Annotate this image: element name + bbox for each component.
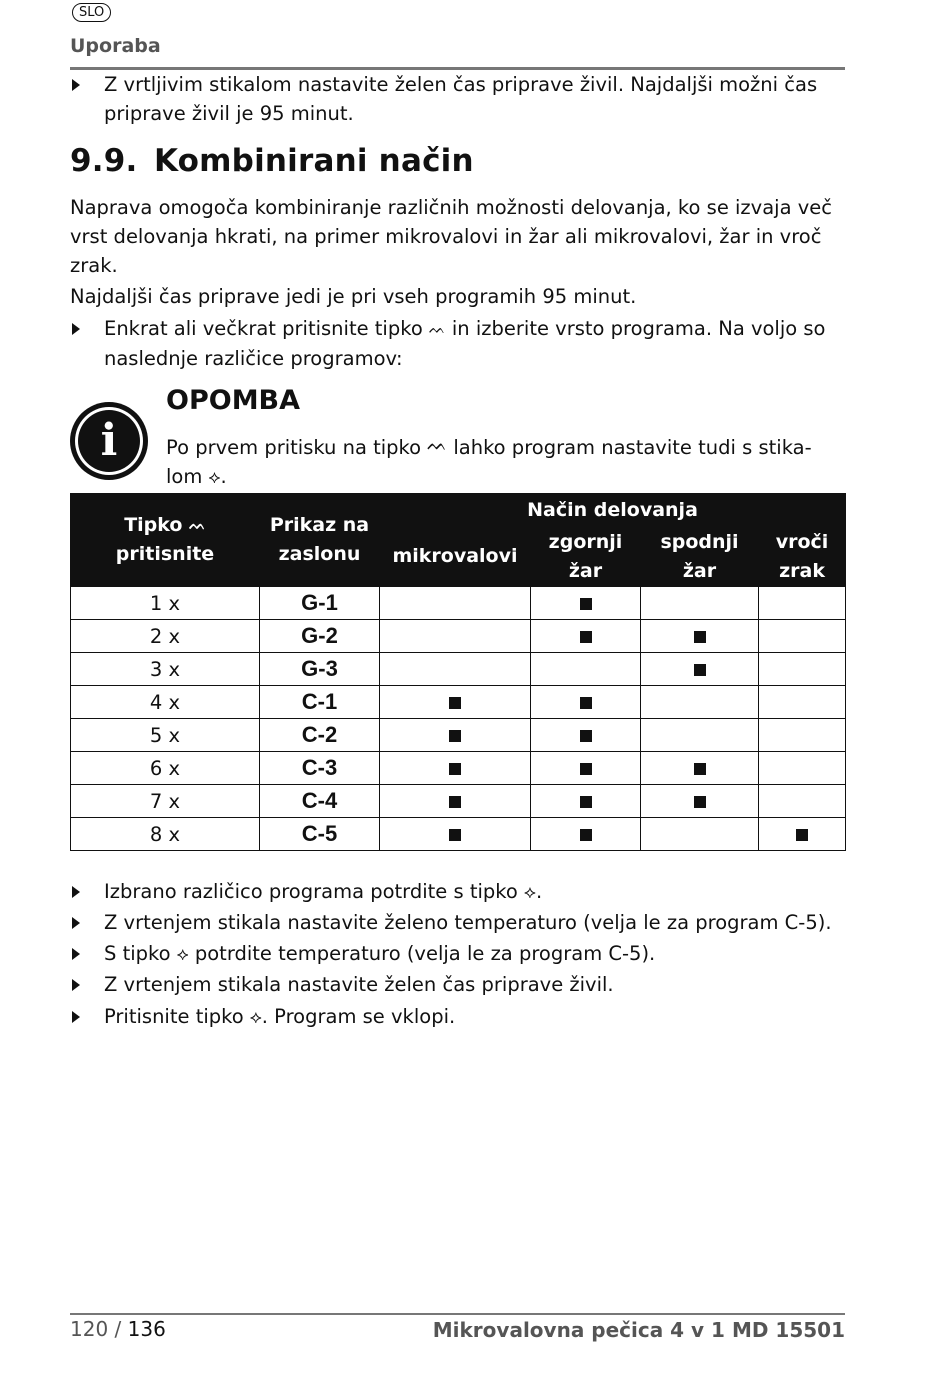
filled-square-icon xyxy=(694,763,706,775)
filled-square-icon xyxy=(580,730,592,742)
product-name: Mikrovalovna pečica 4 v 1 MD 15501 xyxy=(432,1318,845,1342)
press-count-cell: 7 x xyxy=(71,785,260,818)
hot-air-cell xyxy=(759,686,846,719)
filled-square-icon xyxy=(449,730,461,742)
filled-square-icon xyxy=(580,631,592,643)
bottom-grill-cell xyxy=(641,620,759,653)
filled-square-icon xyxy=(580,796,592,808)
select-program-text xyxy=(104,314,845,373)
info-icon xyxy=(70,402,148,480)
table-row xyxy=(71,620,846,653)
display-code-cell: G-3 xyxy=(260,653,380,686)
select-program-bullet xyxy=(70,314,845,373)
rotary-knob-icon: ⟡ xyxy=(208,467,221,488)
filled-square-icon xyxy=(449,697,461,709)
page-number xyxy=(70,1317,166,1341)
display-code-cell: C-3 xyxy=(260,752,380,785)
note-title: OPOMBA xyxy=(166,385,301,416)
note-text-line2: lom xyxy=(166,465,203,488)
step2-text: Z vrtenjem stikala nastavite želeno temperaturo (velja le za program C-5). xyxy=(104,911,832,934)
header-press-count xyxy=(71,494,260,587)
microwave-cell xyxy=(380,620,531,653)
section-label: Uporaba xyxy=(70,35,161,57)
bottom-grill-cell xyxy=(641,719,759,752)
header-display xyxy=(260,494,380,587)
top-grill-cell xyxy=(531,785,641,818)
step-start-program-text xyxy=(104,1002,845,1032)
hot-air-cell xyxy=(759,587,846,620)
bullet-arrow-icon xyxy=(72,323,80,335)
bottom-grill-cell xyxy=(641,587,759,620)
filled-square-icon xyxy=(796,829,808,841)
bottom-grill-cell xyxy=(641,653,759,686)
microwave-cell xyxy=(380,752,531,785)
note-text xyxy=(166,431,846,492)
header-bottom-grill-a: spodnji xyxy=(660,530,739,553)
note-text-middle: lahko program nastavite tudi s stika- xyxy=(453,436,812,459)
intro-bullet-text: Z vrtljivim stikalom nastavite želen čas priprave živil. Najdaljši možni čas priprave živil je 95 minut. xyxy=(104,73,818,125)
display-code-cell: C-4 xyxy=(260,785,380,818)
header-display-label-a: Prikaz na xyxy=(269,514,370,536)
top-grill-cell xyxy=(531,653,641,686)
header-top-grill-a: zgornji xyxy=(548,530,623,553)
note-text-end: . xyxy=(220,465,227,488)
top-grill-cell xyxy=(531,818,641,851)
table-row xyxy=(71,587,846,620)
press-count-cell: 1 x xyxy=(71,587,260,620)
step1-text-start: Izbrano različico programa potrdite s tipko xyxy=(104,880,518,903)
press-count-cell: 2 x xyxy=(71,620,260,653)
language-badge: SLO xyxy=(72,3,111,22)
top-grill-cell xyxy=(531,587,641,620)
step4-text: Z vrtenjem stikala nastavite želen čas priprave živil. xyxy=(104,973,614,996)
hot-air-cell xyxy=(759,653,846,686)
step3-text-end: potrdite temperaturo (velja le za program C-5). xyxy=(194,942,656,965)
filled-square-icon xyxy=(694,631,706,643)
table-row xyxy=(71,752,846,785)
microwave-cell xyxy=(380,785,531,818)
header-bottom-grill xyxy=(641,527,759,587)
manual-page xyxy=(70,0,845,1380)
step3-text-start: S tipko xyxy=(104,942,171,965)
rotary-knob-icon: ⟡ xyxy=(176,944,189,965)
press-count-cell: 8 x xyxy=(71,818,260,851)
section-paragraph-2: Najdaljši čas priprave jedi je pri vseh programih 95 minut. xyxy=(70,285,637,308)
display-code-cell: C-5 xyxy=(260,818,380,851)
top-grill-cell xyxy=(531,620,641,653)
bullet-text-start: Enkrat ali večkrat pritisnite tipko xyxy=(104,317,423,340)
rotary-knob-icon: ⟡ xyxy=(249,1007,262,1028)
page-total: 136 xyxy=(127,1317,166,1341)
microwave-cell xyxy=(380,719,531,752)
filled-square-icon xyxy=(580,697,592,709)
press-count-cell: 4 x xyxy=(71,686,260,719)
combi-program-icon: ᨓ xyxy=(428,321,446,337)
hot-air-cell xyxy=(759,719,846,752)
filled-square-icon xyxy=(580,829,592,841)
filled-square-icon xyxy=(449,796,461,808)
combi-program-icon: ᨓ xyxy=(427,435,448,455)
hot-air-cell xyxy=(759,620,846,653)
table-row xyxy=(71,785,846,818)
header-top-grill xyxy=(531,527,641,587)
press-count-cell: 6 x xyxy=(71,752,260,785)
press-count-cell: 3 x xyxy=(71,653,260,686)
filled-square-icon xyxy=(449,763,461,775)
bottom-grill-cell xyxy=(641,818,759,851)
header-hot-air xyxy=(759,527,846,587)
section-title: Kombinirani način xyxy=(154,143,474,179)
microwave-cell xyxy=(380,686,531,719)
bottom-grill-cell xyxy=(641,686,759,719)
info-icon-glyph: i xyxy=(78,410,140,472)
bullet-arrow-icon xyxy=(72,917,80,929)
bullet-text-end: in izberite vrsto programa. Na voljo so naslednje različice programov: xyxy=(104,317,826,370)
filled-square-icon xyxy=(580,763,592,775)
step-set-temperature xyxy=(70,908,845,937)
top-grill-cell xyxy=(531,752,641,785)
step5-text-end: . Program se vklopi. xyxy=(261,1005,456,1028)
step5-text-start: Pritisnite tipko xyxy=(104,1005,244,1028)
hot-air-cell xyxy=(759,785,846,818)
header-bottom-grill-b: žar xyxy=(682,559,717,582)
display-code-cell: C-2 xyxy=(260,719,380,752)
table-row xyxy=(71,719,846,752)
step-confirm-program-text xyxy=(104,877,845,907)
step1-text-end: . xyxy=(535,880,543,903)
filled-square-icon xyxy=(580,598,592,610)
step-confirm-program xyxy=(70,877,845,907)
table-row xyxy=(71,653,846,686)
step-confirm-temperature xyxy=(70,939,845,969)
step-start-program xyxy=(70,1002,845,1032)
table-row xyxy=(71,686,846,719)
rotary-knob-icon: ⟡ xyxy=(524,882,536,903)
footer-divider xyxy=(70,1313,845,1315)
header-operation-mode: Način delovanja xyxy=(380,494,846,527)
header-hot-air-a: vroči xyxy=(775,530,829,553)
bullet-arrow-icon xyxy=(72,948,80,960)
bullet-arrow-icon xyxy=(72,979,80,991)
page-current: 120 xyxy=(70,1317,109,1341)
press-count-cell: 5 x xyxy=(71,719,260,752)
filled-square-icon xyxy=(694,796,706,808)
header-press-label-a: Tipko xyxy=(124,514,183,536)
combi-program-icon: ᨓ xyxy=(189,517,206,533)
header-press-label-b: pritisnite xyxy=(115,543,215,565)
program-modes-body xyxy=(71,587,846,851)
bullet-arrow-icon xyxy=(72,886,80,898)
bottom-grill-cell xyxy=(641,752,759,785)
step-set-time xyxy=(70,970,845,999)
table-row xyxy=(71,818,846,851)
intro-bullet xyxy=(70,70,845,128)
header-hot-air-b: zrak xyxy=(779,559,825,582)
header-display-label-b: zaslonu xyxy=(278,543,361,565)
top-grill-cell xyxy=(531,686,641,719)
display-code-cell: G-2 xyxy=(260,620,380,653)
filled-square-icon xyxy=(449,829,461,841)
bullet-arrow-icon xyxy=(72,79,80,91)
bottom-grill-cell xyxy=(641,785,759,818)
display-code-cell: C-1 xyxy=(260,686,380,719)
top-grill-cell xyxy=(531,719,641,752)
filled-square-icon xyxy=(694,664,706,676)
microwave-cell xyxy=(380,818,531,851)
bullet-arrow-icon xyxy=(72,1011,80,1023)
section-number: 9.9. xyxy=(70,143,138,179)
header-microwave: mikrovalovi xyxy=(380,527,531,587)
hot-air-cell xyxy=(759,752,846,785)
display-code-cell: G-1 xyxy=(260,587,380,620)
note-text-start: Po prvem pritisku na tipko xyxy=(166,436,422,459)
hot-air-cell xyxy=(759,818,846,851)
header-top-grill-b: žar xyxy=(568,559,603,582)
program-modes-table xyxy=(70,493,846,851)
microwave-cell xyxy=(380,653,531,686)
step-confirm-temperature-text xyxy=(104,939,845,969)
microwave-cell xyxy=(380,587,531,620)
section-heading xyxy=(70,143,474,179)
section-paragraph-1: Naprava omogoča kombiniranje različnih možnosti delovanja, ko se izvaja več vrst delovanja hkrati, na primer mikrovalovi in žar ali mikrovalovi, žar in vroč zrak. xyxy=(70,196,832,277)
page-separator: / xyxy=(108,1317,128,1341)
